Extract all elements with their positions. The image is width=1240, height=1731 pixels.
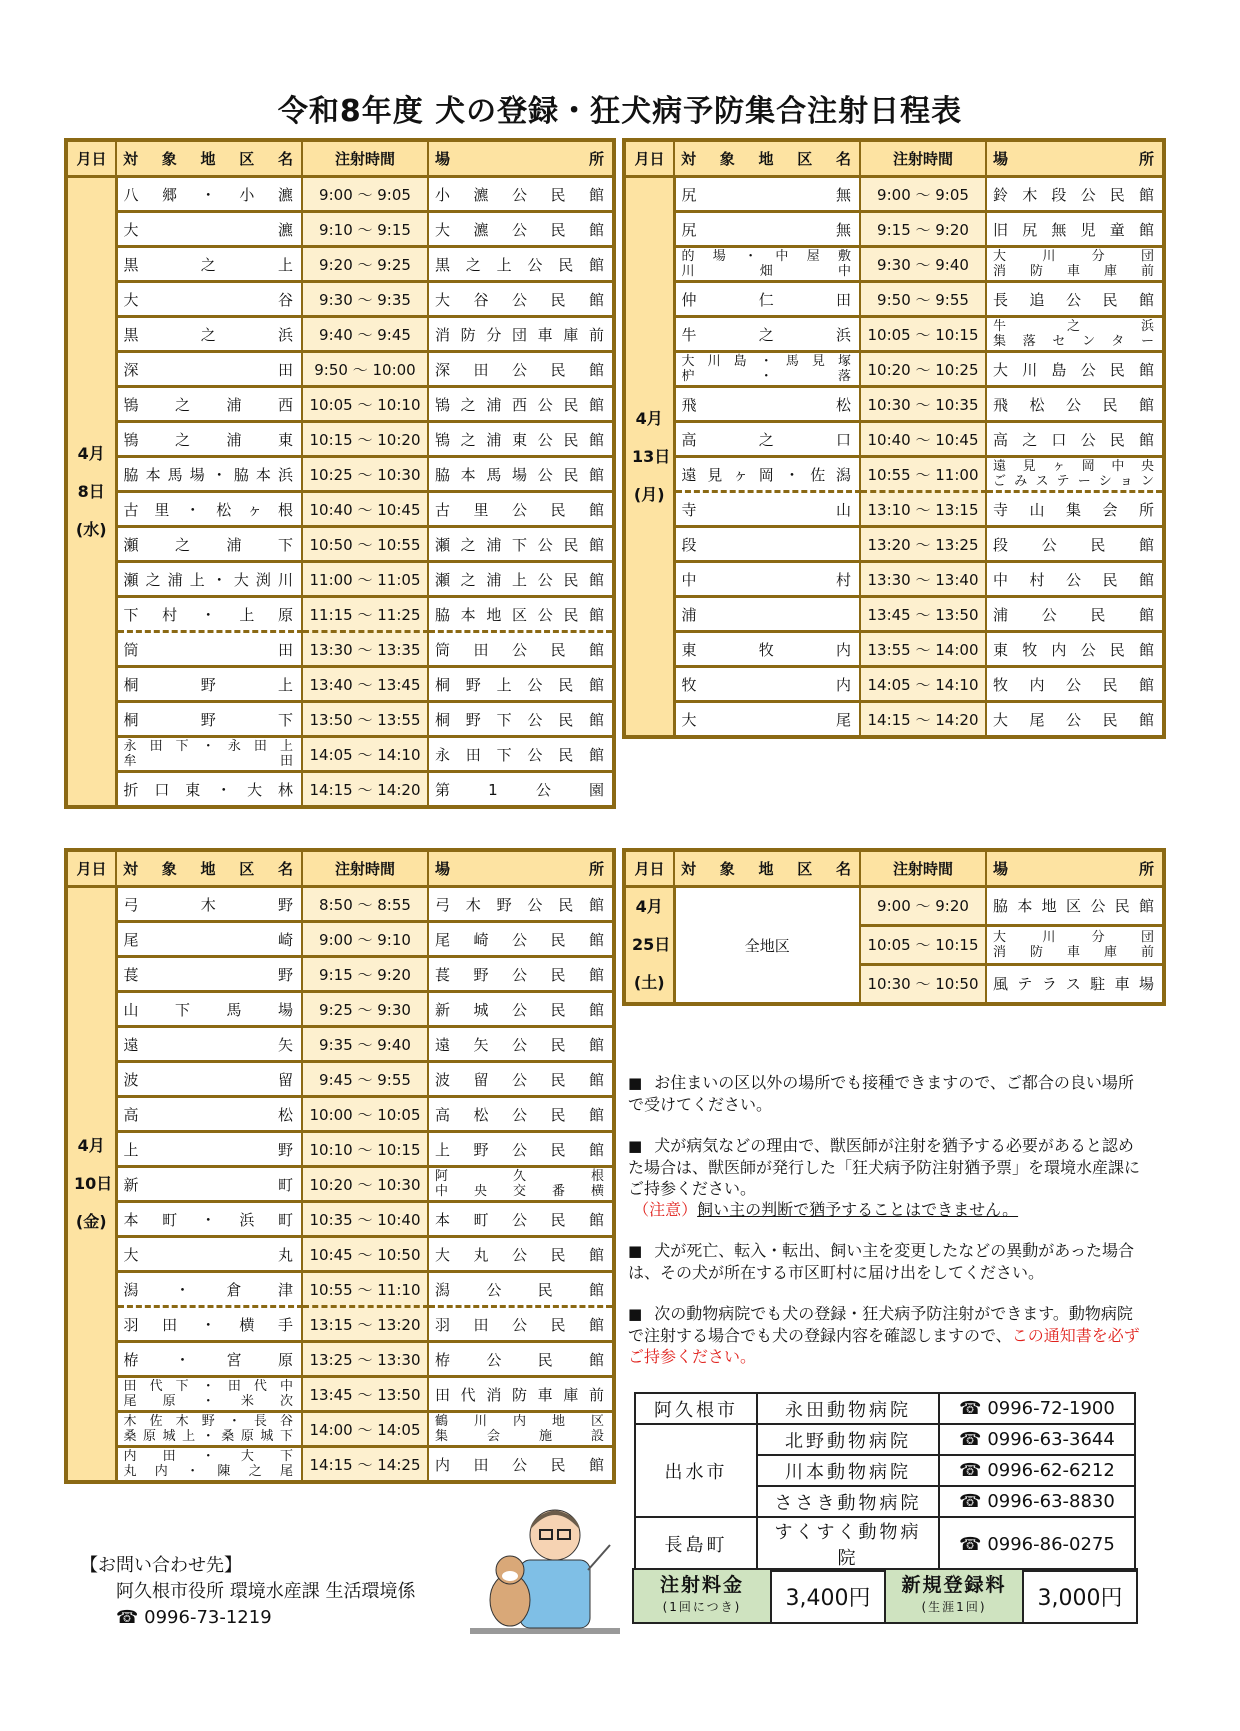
place-cell: 段公民館	[986, 527, 1164, 562]
table-row	[66, 422, 614, 457]
table-row	[66, 212, 614, 247]
area-cell: 内田・大下 丸内・陳之尾	[116, 1447, 302, 1483]
area-cell: 桐 野 下	[116, 702, 302, 737]
area-cell: 鴇之浦東	[116, 422, 302, 457]
injection-fee-label: 注射料金 (1回につき)	[633, 1569, 771, 1623]
contact-heading: 【お問い合わせ先】	[80, 1555, 242, 1576]
vet-name: 永田動物病院	[757, 1393, 939, 1424]
time-cell: 10:05 ～ 10:10	[302, 387, 428, 422]
place-cell: 内田公民館	[428, 1447, 614, 1483]
time-cell: 11:15 ～ 11:25	[302, 597, 428, 632]
place-cell: 大瀌公民館	[428, 212, 614, 247]
table-row	[624, 562, 1164, 597]
place-cell: 弓木野公民館	[428, 887, 614, 922]
time-cell: 9:00 ～ 9:05	[302, 177, 428, 212]
header-area: 対象地区名	[674, 850, 860, 887]
place-cell: 遠矢公民館	[428, 1027, 614, 1062]
time-cell: 9:15 ～ 9:20	[860, 212, 986, 247]
vet-phone: ☎ 0996-72-1900	[939, 1393, 1135, 1424]
place-cell: 消防分団車庫前	[428, 317, 614, 352]
header-date: 月日	[624, 850, 674, 887]
vet-city: 出水市	[635, 1424, 757, 1517]
header-place: 場所	[986, 140, 1164, 177]
table-row	[624, 177, 1164, 212]
vet-name: 川本動物病院	[757, 1455, 939, 1486]
table-row	[66, 1202, 614, 1237]
header-date: 月日	[66, 850, 116, 887]
table-row	[66, 1272, 614, 1307]
table-row	[624, 597, 1164, 632]
schedule-table-apr25	[622, 848, 1166, 1006]
vet-name: ささき動物病院	[757, 1486, 939, 1517]
area-cell: 全地区	[674, 887, 860, 1005]
time-cell: 10:55 ～ 11:10	[302, 1272, 428, 1307]
place-cell: 大丸公民館	[428, 1237, 614, 1272]
registration-fee-label: 新規登録料 (生涯1回)	[885, 1569, 1023, 1623]
time-cell: 9:35 ～ 9:40	[302, 1027, 428, 1062]
time-cell: 13:55 ～ 14:00	[860, 632, 986, 667]
area-cell: 瀬之浦上・大渕川	[116, 562, 302, 597]
vet-city: 阿久根市	[635, 1393, 757, 1424]
place-cell: 桐野下公民館	[428, 702, 614, 737]
area-cell: 羽田・横手	[116, 1307, 302, 1342]
area-cell: 尻 無	[674, 177, 860, 212]
date-cell: 4月 10日 (金)	[66, 887, 116, 1483]
place-cell: 浦公民館	[986, 597, 1164, 632]
vet-phone: ☎ 0996-63-3644	[939, 1424, 1135, 1455]
table-row	[66, 177, 614, 212]
place-cell: 寺山集会所	[986, 492, 1164, 527]
area-cell: 中 村	[674, 562, 860, 597]
note-2: ■ 犬が病気などの理由で、獣医師が注射を猶予する必要があると認めた場合は、獣医師が発行した「狂犬病予防注射猶予票」を環境水産課にご持参ください。 （注意）飼い主の判断で猶予することはできません。	[628, 1136, 1141, 1219]
table-row	[66, 887, 614, 922]
vet-name: 北野動物病院	[757, 1424, 939, 1455]
time-cell: 13:45 ～ 13:50	[860, 597, 986, 632]
place-cell: 阿久根 中央交番横	[428, 1167, 614, 1202]
area-cell: 黒 之 上	[116, 247, 302, 282]
table-row	[624, 317, 1164, 352]
area-cell: 新 町	[116, 1167, 302, 1202]
time-cell: 14:05 ～ 14:10	[302, 737, 428, 772]
place-cell: 大川島公民館	[986, 352, 1164, 387]
place-cell: 鴇之浦東公民館	[428, 422, 614, 457]
time-cell: 10:40 ～ 10:45	[302, 492, 428, 527]
table-row	[66, 667, 614, 702]
place-cell: 潟公民館	[428, 1272, 614, 1307]
place-cell: 鴇之浦西公民館	[428, 387, 614, 422]
place-cell: 脇本馬場公民館	[428, 457, 614, 492]
table-row	[66, 1412, 614, 1447]
time-cell: 10:10 ～ 10:15	[302, 1132, 428, 1167]
area-cell: 萇 野	[116, 957, 302, 992]
header-time: 注射時間	[302, 140, 428, 177]
area-cell: 尻 無	[674, 212, 860, 247]
time-cell: 9:00 ～ 9:05	[860, 177, 986, 212]
table-row	[66, 562, 614, 597]
table-row	[624, 387, 1164, 422]
table-row	[66, 632, 614, 667]
time-cell: 14:15 ～ 14:20	[302, 772, 428, 808]
table-row	[66, 1167, 614, 1202]
caution-text: 飼い主の判断で猶予することはできません。	[697, 1200, 1019, 1219]
place-cell: 長追公民館	[986, 282, 1164, 317]
place-cell: 深田公民館	[428, 352, 614, 387]
schedule-table-apr8	[64, 138, 616, 809]
table-row	[66, 457, 614, 492]
time-cell: 9:00 ～ 9:10	[302, 922, 428, 957]
table-row	[66, 702, 614, 737]
time-cell: 13:30 ～ 13:40	[860, 562, 986, 597]
time-cell: 9:50 ～ 10:00	[302, 352, 428, 387]
area-cell: 本町・浜町	[116, 1202, 302, 1237]
note-4: ■ 次の動物病院でも犬の登録・狂犬病予防注射ができます。動物病院で注射する場合でも犬の登録内容を確認しますので、この通知書を必ずご持参ください。	[628, 1304, 1140, 1366]
vet-city: 長島町	[635, 1517, 757, 1571]
vet-phone: ☎ 0996-63-8830	[939, 1486, 1135, 1517]
table-row	[66, 992, 614, 1027]
place-cell: 第1公園	[428, 772, 614, 808]
table-row	[624, 492, 1164, 527]
place-cell: 大川分団 消防車庫前	[986, 925, 1164, 964]
place-cell: 高松公民館	[428, 1097, 614, 1132]
area-cell: 永田下・永田上 牟田	[116, 737, 302, 772]
note-1: ■ お住まいの区以外の場所でも接種できますので、ご都合の良い場所で受けてください。	[628, 1073, 1134, 1114]
time-cell: 9:10 ～ 9:15	[302, 212, 428, 247]
square-bullet-icon: ■	[628, 1305, 643, 1323]
area-cell: 浦	[674, 597, 860, 632]
area-cell: 下村・上原	[116, 597, 302, 632]
place-cell: 脇本地区公民館	[428, 597, 614, 632]
table-row	[66, 387, 614, 422]
injection-fee-value: 3,400円	[771, 1569, 885, 1623]
area-cell: 飛 松	[674, 387, 860, 422]
time-cell: 10:00 ～ 10:05	[302, 1097, 428, 1132]
time-cell: 14:15 ～ 14:25	[302, 1447, 428, 1483]
area-cell: 栫・宮原	[116, 1342, 302, 1377]
place-cell: 風テラス駐車場	[986, 964, 1164, 1004]
place-cell: 中村公民館	[986, 562, 1164, 597]
table-row	[66, 317, 614, 352]
area-cell: 高 之 口	[674, 422, 860, 457]
place-cell: 黒之上公民館	[428, 247, 614, 282]
vet-row	[635, 1424, 1135, 1455]
area-cell: 段	[674, 527, 860, 562]
bring-notice-text: この通知書を必ずご持参ください。	[628, 1326, 1140, 1366]
area-cell: 東 牧 内	[674, 632, 860, 667]
header-place: 場所	[428, 140, 614, 177]
area-cell: 尾 崎	[116, 922, 302, 957]
square-bullet-icon: ■	[628, 1137, 643, 1155]
place-cell: 大川分団 消防車庫前	[986, 247, 1164, 282]
table-row	[66, 1342, 614, 1377]
place-cell: 大谷公民館	[428, 282, 614, 317]
table-row	[66, 737, 614, 772]
area-cell: 山下馬場	[116, 992, 302, 1027]
table-row	[66, 352, 614, 387]
table-row	[66, 1237, 614, 1272]
time-cell: 10:20 ～ 10:25	[860, 352, 986, 387]
place-cell: 遠見ヶ岡中央 ごみステーション	[986, 457, 1164, 492]
time-cell: 9:45 ～ 9:55	[302, 1062, 428, 1097]
time-cell: 10:05 ～ 10:15	[860, 925, 986, 964]
table-row	[66, 597, 614, 632]
place-cell: 本町公民館	[428, 1202, 614, 1237]
veterinarian-illustration-icon	[470, 1500, 620, 1640]
vet-row	[635, 1517, 1135, 1571]
time-cell: 10:35 ～ 10:40	[302, 1202, 428, 1237]
fees-table	[632, 1568, 1138, 1624]
area-cell: 大 尾	[674, 702, 860, 738]
header-place: 場所	[986, 850, 1164, 887]
place-cell: 飛松公民館	[986, 387, 1164, 422]
place-cell: 鈴木段公民館	[986, 177, 1164, 212]
note-3: ■ 犬が死亡、転入・転出、飼い主を変更したなどの異動があった場合は、その犬が所在する市区町村に届け出をしてください。	[628, 1241, 1135, 1282]
area-cell: 潟・倉津	[116, 1272, 302, 1307]
area-cell: 瀬之浦下	[116, 527, 302, 562]
place-cell: 鶴川内地区 集会施設	[428, 1412, 614, 1447]
time-cell: 13:50 ～ 13:55	[302, 702, 428, 737]
time-cell: 8:50 ～ 8:55	[302, 887, 428, 922]
page-title: 令和8年度 犬の登録・狂犬病予防集合注射日程表	[277, 94, 963, 129]
vet-phone: ☎ 0996-86-0275	[939, 1517, 1135, 1571]
area-cell: 深 田	[116, 352, 302, 387]
place-cell: 田代消防車庫前	[428, 1377, 614, 1412]
vet-name: すくすく動物病院	[757, 1517, 939, 1571]
vet-row	[635, 1393, 1135, 1424]
table-row	[66, 922, 614, 957]
table-row	[66, 247, 614, 282]
caution-label: （注意）	[633, 1200, 698, 1219]
time-cell: 9:30 ～ 9:35	[302, 282, 428, 317]
header-time: 注射時間	[860, 140, 986, 177]
area-cell: 仲 仁 田	[674, 282, 860, 317]
area-cell: 古里・松ヶ根	[116, 492, 302, 527]
area-cell: 折口東・大林	[116, 772, 302, 808]
header-place: 場所	[428, 850, 614, 887]
area-cell: 八郷・小瀌	[116, 177, 302, 212]
time-cell: 10:30 ～ 10:35	[860, 387, 986, 422]
table-row	[624, 527, 1164, 562]
place-cell: 瀬之浦上公民館	[428, 562, 614, 597]
area-cell: 大 丸	[116, 1237, 302, 1272]
date-cell: 4月 8日 (水)	[66, 177, 116, 808]
square-bullet-icon: ■	[628, 1074, 643, 1092]
contact-office: 阿久根市役所 環境水産課 生活環境係	[116, 1581, 416, 1602]
place-cell: 桐野上公民館	[428, 667, 614, 702]
table-row	[66, 527, 614, 562]
area-cell: 大川島・馬見塚 枦・落	[674, 352, 860, 387]
table-row	[624, 667, 1164, 702]
time-cell: 9:25 ～ 9:30	[302, 992, 428, 1027]
table-row	[66, 1307, 614, 1342]
header-time: 注射時間	[302, 850, 428, 887]
table-row	[66, 1447, 614, 1483]
place-cell: 上野公民館	[428, 1132, 614, 1167]
area-cell: 桐 野 上	[116, 667, 302, 702]
header-time: 注射時間	[860, 850, 986, 887]
header-date: 月日	[624, 140, 674, 177]
vet-clinic-table	[634, 1392, 1136, 1572]
table-row	[66, 1062, 614, 1097]
time-cell: 10:05 ～ 10:15	[860, 317, 986, 352]
table-row	[66, 1027, 614, 1062]
date-cell: 4月 13日 (月)	[624, 177, 674, 738]
schedule-table-apr13	[622, 138, 1166, 739]
place-cell: 旧尻無児童館	[986, 212, 1164, 247]
table-row	[624, 632, 1164, 667]
time-cell: 13:45 ～ 13:50	[302, 1377, 428, 1412]
time-cell: 9:40 ～ 9:45	[302, 317, 428, 352]
time-cell: 10:50 ～ 10:55	[302, 527, 428, 562]
place-cell: 瀬之浦下公民館	[428, 527, 614, 562]
place-cell: 栫公民館	[428, 1342, 614, 1377]
area-cell: 大 瀌	[116, 212, 302, 247]
place-cell: 東牧内公民館	[986, 632, 1164, 667]
time-cell: 10:30 ～ 10:50	[860, 964, 986, 1004]
table-row	[66, 1097, 614, 1132]
header-date: 月日	[66, 140, 116, 177]
time-cell: 13:10 ～ 13:15	[860, 492, 986, 527]
contact-phone: ☎ 0996-73-1219	[116, 1607, 272, 1628]
table-row	[66, 282, 614, 317]
table-row	[624, 212, 1164, 247]
header-area: 対象地区名	[116, 140, 302, 177]
area-cell: 的場・中屋敷 川畑中	[674, 247, 860, 282]
time-cell: 9:15 ～ 9:20	[302, 957, 428, 992]
notes-section	[628, 1072, 1148, 1387]
time-cell: 14:05 ～ 14:10	[860, 667, 986, 702]
square-bullet-icon: ■	[628, 1242, 643, 1260]
area-cell: 大 谷	[116, 282, 302, 317]
time-cell: 10:55 ～ 11:00	[860, 457, 986, 492]
table-row	[624, 422, 1164, 457]
place-cell: 筒田公民館	[428, 632, 614, 667]
place-cell: 牧内公民館	[986, 667, 1164, 702]
area-cell: 波 留	[116, 1062, 302, 1097]
table-row	[624, 352, 1164, 387]
time-cell: 10:40 ～ 10:45	[860, 422, 986, 457]
registration-fee-value: 3,000円	[1023, 1569, 1137, 1623]
time-cell: 13:25 ～ 13:30	[302, 1342, 428, 1377]
time-cell: 13:30 ～ 13:35	[302, 632, 428, 667]
vet-phone: ☎ 0996-62-6212	[939, 1455, 1135, 1486]
area-cell: 木佐木野・長谷 桑原城上・桑原城下	[116, 1412, 302, 1447]
table-row	[624, 247, 1164, 282]
place-cell: 永田下公民館	[428, 737, 614, 772]
table-row	[66, 957, 614, 992]
time-cell: 13:20 ～ 13:25	[860, 527, 986, 562]
table-row	[66, 772, 614, 808]
time-cell: 9:50 ～ 9:55	[860, 282, 986, 317]
date-cell: 4月 25日 (土)	[624, 887, 674, 1005]
header-area: 対象地区名	[674, 140, 860, 177]
time-cell: 14:00 ～ 14:05	[302, 1412, 428, 1447]
table-row	[66, 1377, 614, 1412]
time-cell: 9:20 ～ 9:25	[302, 247, 428, 282]
place-cell: 新城公民館	[428, 992, 614, 1027]
area-cell: 弓 木 野	[116, 887, 302, 922]
place-cell: 波留公民館	[428, 1062, 614, 1097]
area-cell: 高 松	[116, 1097, 302, 1132]
area-cell: 上 野	[116, 1132, 302, 1167]
place-cell: 古里公民館	[428, 492, 614, 527]
table-row	[66, 1132, 614, 1167]
time-cell: 9:00 ～ 9:20	[860, 887, 986, 926]
time-cell: 14:15 ～ 14:20	[860, 702, 986, 738]
area-cell: 黒 之 浜	[116, 317, 302, 352]
contact-info	[80, 1553, 415, 1631]
table-row	[624, 702, 1164, 738]
area-cell: 遠見ヶ岡・佐潟	[674, 457, 860, 492]
area-cell: 田代下・田代中 尾原・米次	[116, 1377, 302, 1412]
place-cell: 高之口公民館	[986, 422, 1164, 457]
place-cell: 牛之浜 集落センター	[986, 317, 1164, 352]
schedule-table-apr10	[64, 848, 616, 1484]
table-row	[624, 457, 1164, 492]
place-cell: 小瀌公民館	[428, 177, 614, 212]
header-area: 対象地区名	[116, 850, 302, 887]
area-cell: 牧 内	[674, 667, 860, 702]
time-cell: 9:30 ～ 9:40	[860, 247, 986, 282]
time-cell: 10:25 ～ 10:30	[302, 457, 428, 492]
area-cell: 筒 田	[116, 632, 302, 667]
table-row	[624, 887, 1164, 926]
time-cell: 13:15 ～ 13:20	[302, 1307, 428, 1342]
time-cell: 10:15 ～ 10:20	[302, 422, 428, 457]
time-cell: 10:45 ～ 10:50	[302, 1237, 428, 1272]
place-cell: 大尾公民館	[986, 702, 1164, 738]
area-cell: 牛 之 浜	[674, 317, 860, 352]
place-cell: 脇本地区公民館	[986, 887, 1164, 926]
place-cell: 羽田公民館	[428, 1307, 614, 1342]
place-cell: 萇野公民館	[428, 957, 614, 992]
area-cell: 鴇之浦西	[116, 387, 302, 422]
time-cell: 11:00 ～ 11:05	[302, 562, 428, 597]
area-cell: 脇本馬場・脇本浜	[116, 457, 302, 492]
time-cell: 10:20 ～ 10:30	[302, 1167, 428, 1202]
place-cell: 尾崎公民館	[428, 922, 614, 957]
table-row	[624, 282, 1164, 317]
time-cell: 13:40 ～ 13:45	[302, 667, 428, 702]
table-row	[66, 492, 614, 527]
area-cell: 遠 矢	[116, 1027, 302, 1062]
area-cell: 寺 山	[674, 492, 860, 527]
